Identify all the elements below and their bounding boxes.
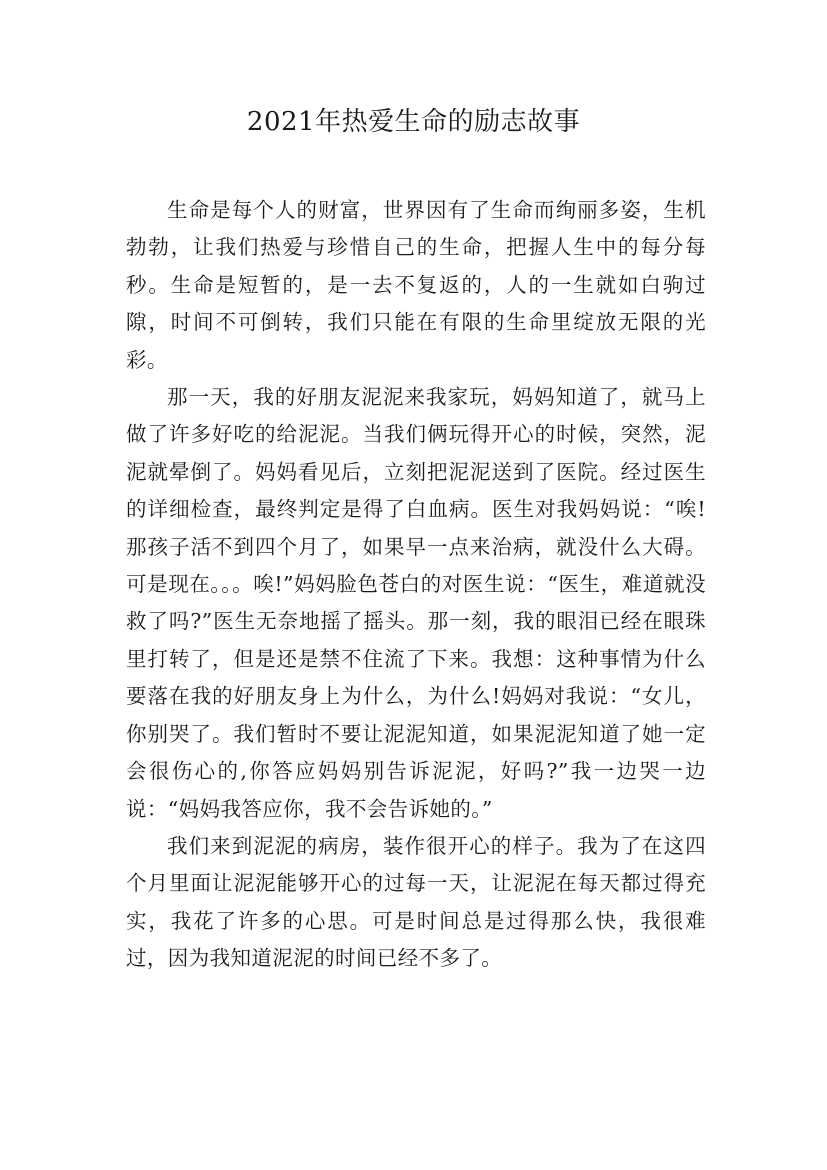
paragraph-intro: 生命是每个人的财富，世界因有了生命而绚丽多姿，生机勃勃，让我们热爱与珍惜自己的生命，把握人生中的每分每秒。生命是短暂的，是一去不复返的，人的一生就如白驹过隙，时间不可倒转，我们只能在有限的生命里绽放无限的光彩。 bbox=[126, 198, 706, 372]
paragraph-hospital: 我们来到泥泥的病房，装作很开心的样子。我为了在这四个月里面让泥泥能够开心的过每一天，让泥泥在每天都过得充实，我花了许多的心思。可是时间总是过得那么快，我很难过，因为我知道泥泥的时间已经不多了。 bbox=[126, 833, 706, 971]
document-title: 2021年热爱生命的励志故事 bbox=[246, 107, 581, 137]
document-body bbox=[126, 192, 706, 978]
paragraph-story: 那一天，我的好朋友泥泥来我家玩，妈妈知道了，就马上做了许多好吃的给泥泥。当我们俩玩得开心的时候，突然，泥泥就晕倒了。妈妈看见后，立刻把泥泥送到了医院。经过医生的详细检查，最终判定是得了白血病。医生对我妈妈说：“唉!那孩子活不到四个月了，如果早一点来治病，就没什么大碍。可是现在。。。唉!”妈妈脸色苍白的对医生说：“医生，难道就没救了吗?”医生无奈地摇了摇头。那一刻，我的眼泪已经在眼珠里打转了，但是还是禁不住流了下来。我想：这种事情为什么要落在我的好朋友身上为什么，为什么!妈妈对我说：“女儿，你别哭了。我们暂时不要让泥泥知道，如果泥泥知道了她一定会很伤心的,你答应妈妈别告诉泥泥，好吗?”我一边哭一边说：“妈妈我答应你，我不会告诉她的。” bbox=[126, 385, 706, 821]
